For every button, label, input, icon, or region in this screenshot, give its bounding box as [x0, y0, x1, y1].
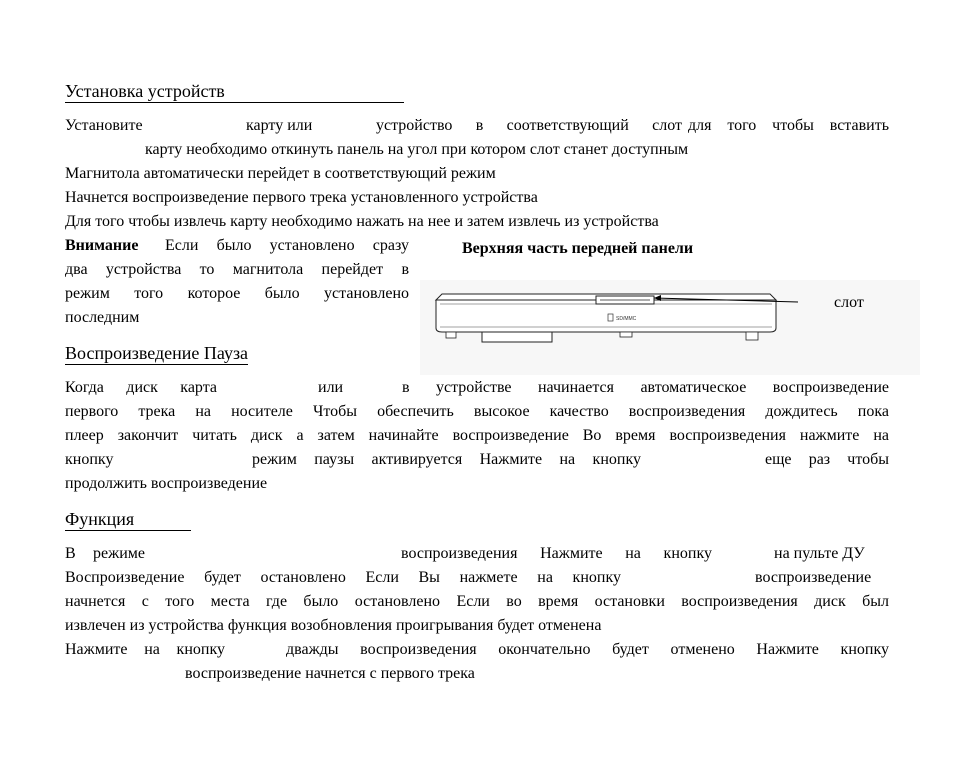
paragraph-line: для того чтобы вставить: [688, 117, 889, 134]
paragraph-line: Начнется воспроизведение первого трека установленного устройства: [65, 189, 538, 206]
paragraph-line: карту необходимо откинуть панель на угол при котором слот станет доступным: [145, 141, 689, 158]
paragraph-line: Воспроизведение будет остановлено Если Вы нажмете на кнопку: [65, 569, 621, 586]
paragraph-line: или: [318, 379, 344, 396]
paragraph-line: Для того чтобы извлечь карту необходимо нажать на нее и затем извлечь из устройства: [65, 213, 659, 230]
paragraph-line: воспроизведение: [755, 569, 872, 586]
paragraph-line: на пульте ДУ: [774, 545, 865, 562]
paragraph-line: еще раз чтобы: [765, 451, 889, 468]
paragraph-line: режим паузы активируется Нажмите на кнопку: [252, 451, 641, 468]
paragraph-line: воспроизведения Нажмите на кнопку: [401, 545, 712, 562]
paragraph-line: начнется с того места где было остановлено Если во время остановки воспроизведения диск был: [65, 593, 889, 610]
paragraph-line: первого трека на носителе Чтобы обеспечить высокое качество воспроизведения дождитесь пока: [65, 403, 889, 420]
paragraph-line: Когда диск карта: [65, 379, 217, 396]
paragraph-line: в устройстве начинается автоматическое воспроизведение: [402, 379, 889, 396]
figure-caption: Верхняя часть передней панели: [462, 240, 694, 257]
device-label: SD/MMC: [616, 316, 637, 322]
panel-foot: [446, 332, 456, 338]
paragraph-line: плеер закончит читать диск а затем начинайте воспроизведение Во время воспроизведения нажмите на: [65, 427, 889, 444]
paragraph-line: Установите: [65, 117, 143, 134]
note-line: режим того которое было установлено: [65, 285, 409, 302]
paragraph-line: Магнитола автоматически перейдет в соответствующий режим: [65, 165, 496, 182]
section-heading-function: Функция: [65, 508, 191, 531]
paragraph-line: продолжить воспроизведение: [65, 475, 268, 492]
section-heading-playback-pause: Воспроизведение Пауза: [65, 343, 249, 363]
slot-label: слот: [834, 294, 864, 311]
paragraph-line: кнопку: [65, 451, 114, 468]
panel-foot: [620, 332, 632, 337]
paragraph-line: карту или: [246, 117, 313, 134]
section-heading-installation: Установка устройств: [65, 80, 404, 103]
note-line: Если было установлено сразу: [165, 237, 409, 254]
note-line: последним: [65, 309, 140, 326]
paragraph-line: В режиме: [65, 545, 145, 562]
note-label: Внимание: [65, 237, 139, 254]
paragraph-line: воспроизведение начнется с первого трека: [185, 665, 475, 682]
paragraph-line: дважды воспроизведения окончательно будет отменено Нажмите кнопку: [286, 641, 889, 658]
paragraph-line: Нажмите на кнопку: [65, 641, 225, 658]
note-line: два устройства то магнитола перейдет в: [65, 261, 409, 278]
paragraph-line: извлечен из устройства функция возобновления проигрывания будет отменена: [65, 617, 602, 634]
panel-foot: [482, 332, 552, 342]
paragraph-line: устройство в соответствующий слот: [376, 117, 682, 134]
panel-foot: [746, 332, 758, 340]
